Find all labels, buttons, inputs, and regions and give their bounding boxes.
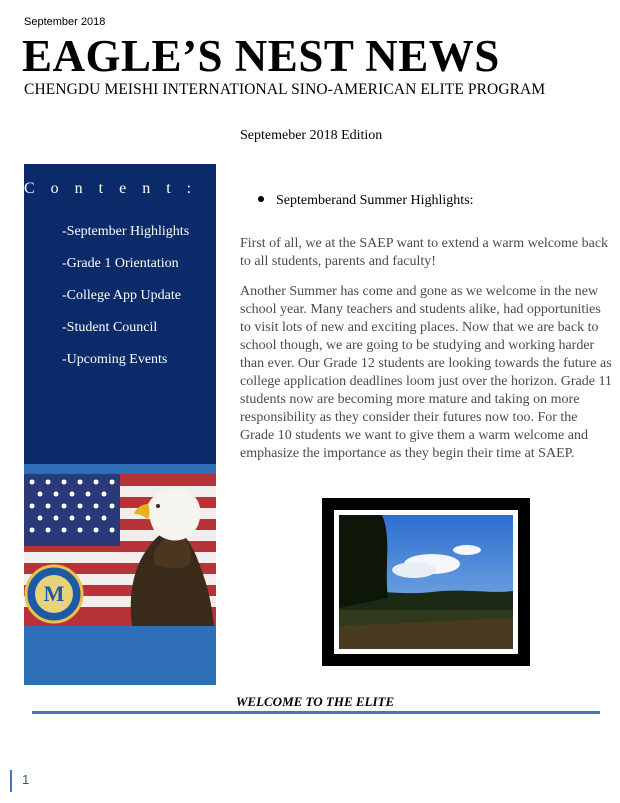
page-marker: [10, 770, 12, 792]
contents-item-college-app-update: -College App Update: [62, 288, 181, 303]
article-heading: [258, 193, 474, 209]
contents-item-grade-1-orientation: -Grade 1 Orientation: [62, 256, 179, 271]
svg-text:M: M: [43, 581, 65, 606]
article-paragraph-1: First of all, we at the SAEP want to extend a warm welcome back to all students, parents and faculty!: [240, 236, 609, 269]
flag-eagle-panel: [24, 464, 216, 685]
article-heading-text: Septemberand Summer Highlights:: [276, 193, 474, 208]
flag-eagle-image: [24, 474, 216, 626]
masthead-title: EAGLE’S NEST NEWS: [22, 31, 500, 81]
campus-photo: [322, 498, 530, 666]
article-paragraph-2: Another Summer has come and gone as we welcome in the new school year. Many teachers and students alike, had opportunities to visit lots of new and exciting places. Now that we are back to school though, we are going to be studying and working harder than ever. Our Grade 12 students are looking towards the future as college application deadlines loom just over the horizon. Grade 11 students now are becoming more mature and taking on more responsibility as they consider their futures now too. For the Grade 10 students we want to give them a warm welcome and emphasize the importance as they begin their time at SAEP.: [240, 284, 612, 461]
program-subtitle: CHENGDU MEISHI INTERNATIONAL SINO-AMERICAN ELITE PROGRAM: [24, 81, 546, 98]
footer-rule: [32, 711, 600, 714]
contents-heading: Content:: [24, 180, 208, 197]
contents-sidebar: [24, 164, 216, 464]
edition-label: Septemeber 2018 Edition: [240, 128, 383, 143]
issue-date: September 2018: [24, 16, 106, 28]
contents-item-september-highlights: -September Highlights: [62, 224, 190, 239]
page-number: 1: [22, 772, 30, 787]
contents-item-upcoming-events: -Upcoming Events: [62, 352, 168, 367]
contents-list: [62, 224, 189, 384]
bullet-icon: [258, 196, 264, 202]
welcome-banner: WELCOME TO THE ELITE: [235, 694, 395, 709]
contents-item-student-council: -Student Council: [62, 320, 158, 335]
